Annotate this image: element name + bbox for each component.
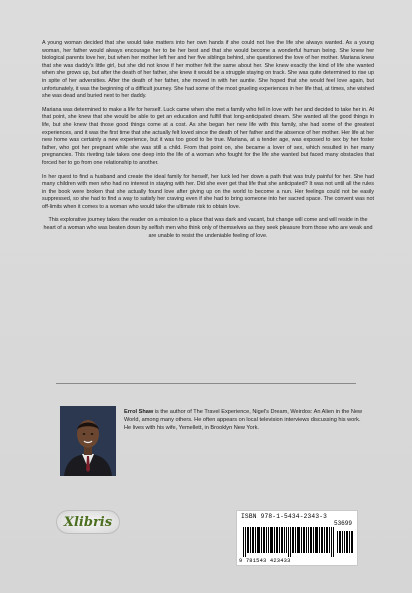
author-portrait-icon xyxy=(60,406,116,476)
book-blurb xyxy=(42,40,374,246)
blurb-paragraph-2: Mariana was determined to make a life for herself. Luck came when she met a family who fell in love with her and decided to take her in. At that point, she knew that she would be able to get an education and fulfill that long-anticipated dream. She wanted all the good things in life, but she knew that those good things come at a cost. As she began her new life with this family, she had some of the greatest experiences, and it was the first time that she actually felt loved since the death of her father and the absence of her mother. Her life at her new home was certainly a new experience, but it was too good to be true. Mariana, at a tender age, was exposed to sex by her foster father, who got her pregnant while she was still a child. From that point on, she became a lover of sex, which resulted in her many pregnancies. This riveting tale takes one deep into the life of a woman who fought for the life she wanted but faced many obstacles that forced her to go from one relationship to another. xyxy=(42,106,374,166)
author-bio-text: is the author of The Travel Experience, Nigel's Dream, Weirdos: An Alien in the New World, among many others. He often appears on local television interviews discussing his work. He lives with his wife, Yemellett, in Brooklyn New York. xyxy=(124,409,363,431)
price-code: 53699 xyxy=(333,520,352,527)
author-bio xyxy=(124,408,364,432)
barcode-digits: 9 781543 423433 xyxy=(239,558,291,564)
blurb-paragraph-4: This explorative journey takes the reader on a mission to a place that was dark and vacant, but change will come and will reside in the heart of a woman who was beaten down by selfish men who think only of themselves as they seek pleasure from those who are weak and are unable to resist the undeniable feeling of love. xyxy=(43,217,373,239)
barcode-icon xyxy=(241,527,355,557)
blurb-paragraph-3: In her quest to find a husband and create the ideal family for herself, her luck led her down a path that was truly painful for her. She had many children with men who had no interest in staying with her. Did she ever get that life that she anticipated? It was not until all the rules in the book were broken that she actually found love after giving up on the world to become a nun. Her feelings could not be easily suppressed, so she had to find a way to satisfy her craving even if she had to bring someone into her sacred space. The convent was not off-limits when it comes to a woman who would take the ultimate risk to obtain love. xyxy=(42,173,374,210)
publisher-logo xyxy=(56,510,120,534)
author-name: Errol Shaw xyxy=(124,409,154,415)
isbn-barcode xyxy=(236,510,358,566)
isbn-label: ISBN 978-1-5434-2343-3 xyxy=(241,513,328,520)
blurb-paragraph-1: A young woman decided that she would take matters into her own hands if she could not live the life she always wanted. As a young woman, her father would always encourage her to be her best and that she would become a wonderful human being. She knew her biological parents love her, but when her mother left her and her five siblings behind, she questioned the love of her mother. Mariana knew that she was daddy's little girl, but she did not know if her mother felt the same about her. She knew exactly the kind of life she wanted when she grows up, but after the death of her father, she knew it would be a struggle staying on track. She was quite determined to rise up in spite of her adversities. After the death of her father, she moved in with her auntie. She hoped that she would feel love again, but unfortunately, it was the beginning of a difficult journey. She had some of the most grueling experiences in her life that, at times, she wished she was dead and buried next to her daddy. xyxy=(42,40,374,100)
publisher-logo-text: Xlibris xyxy=(63,514,113,530)
section-divider xyxy=(56,383,356,384)
author-photo xyxy=(60,406,116,476)
